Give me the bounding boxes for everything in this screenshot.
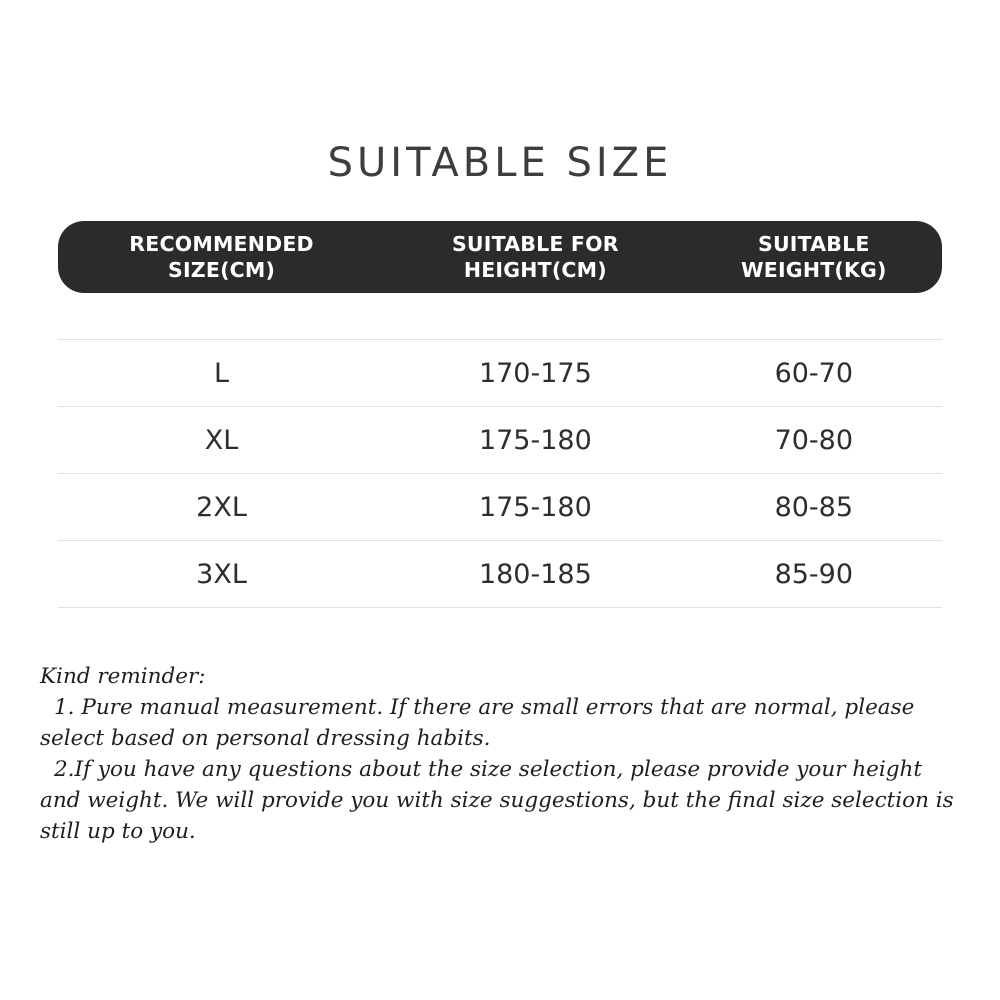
column-header-line-2: WEIGHT(KG) <box>740 258 887 282</box>
cell-height: 170-175 <box>478 357 592 389</box>
cell-height: 180-185 <box>478 558 592 590</box>
cell-height: 175-180 <box>478 424 592 456</box>
column-header-suitable-height <box>385 231 686 283</box>
column-header-suitable-weight <box>686 231 942 283</box>
column-header-line-2: SIZE(CM) <box>168 258 276 282</box>
table-row <box>58 474 942 541</box>
cell-weight: 80-85 <box>774 491 854 523</box>
cell-weight: 70-80 <box>774 424 854 456</box>
table-row <box>58 339 942 407</box>
table-header-row <box>58 221 942 293</box>
notes-heading: Kind reminder: <box>40 664 206 689</box>
column-header-line-1: RECOMMENDED <box>129 231 314 256</box>
column-header-recommended-size <box>58 231 385 283</box>
cell-size: 2XL <box>196 491 247 523</box>
cell-size: L <box>214 357 230 389</box>
notes-item-2: 2.If you have any questions about the size selection, please provide your height and weight. We will provide you with size suggestions, but the final size selection is still up to you. <box>40 756 954 844</box>
cell-size: 3XL <box>196 558 247 590</box>
cell-height: 175-180 <box>478 491 592 523</box>
cell-size: XL <box>204 424 239 456</box>
notes-item-1: 1. Pure manual measurement. If there are small errors that are normal, please select based on personal dressing habits. <box>40 694 915 751</box>
cell-weight: 85-90 <box>774 558 854 590</box>
column-header-line-1: SUITABLE FOR <box>451 231 619 256</box>
size-table <box>58 183 942 608</box>
table-row <box>58 541 942 608</box>
page-title: SUITABLE SIZE <box>327 140 673 186</box>
column-header-line-1: SUITABLE <box>758 231 870 256</box>
column-header-line-2: HEIGHT(CM) <box>463 258 607 282</box>
kind-reminder-notes <box>40 608 960 848</box>
cell-weight: 60-70 <box>774 357 854 389</box>
table-row <box>58 407 942 474</box>
